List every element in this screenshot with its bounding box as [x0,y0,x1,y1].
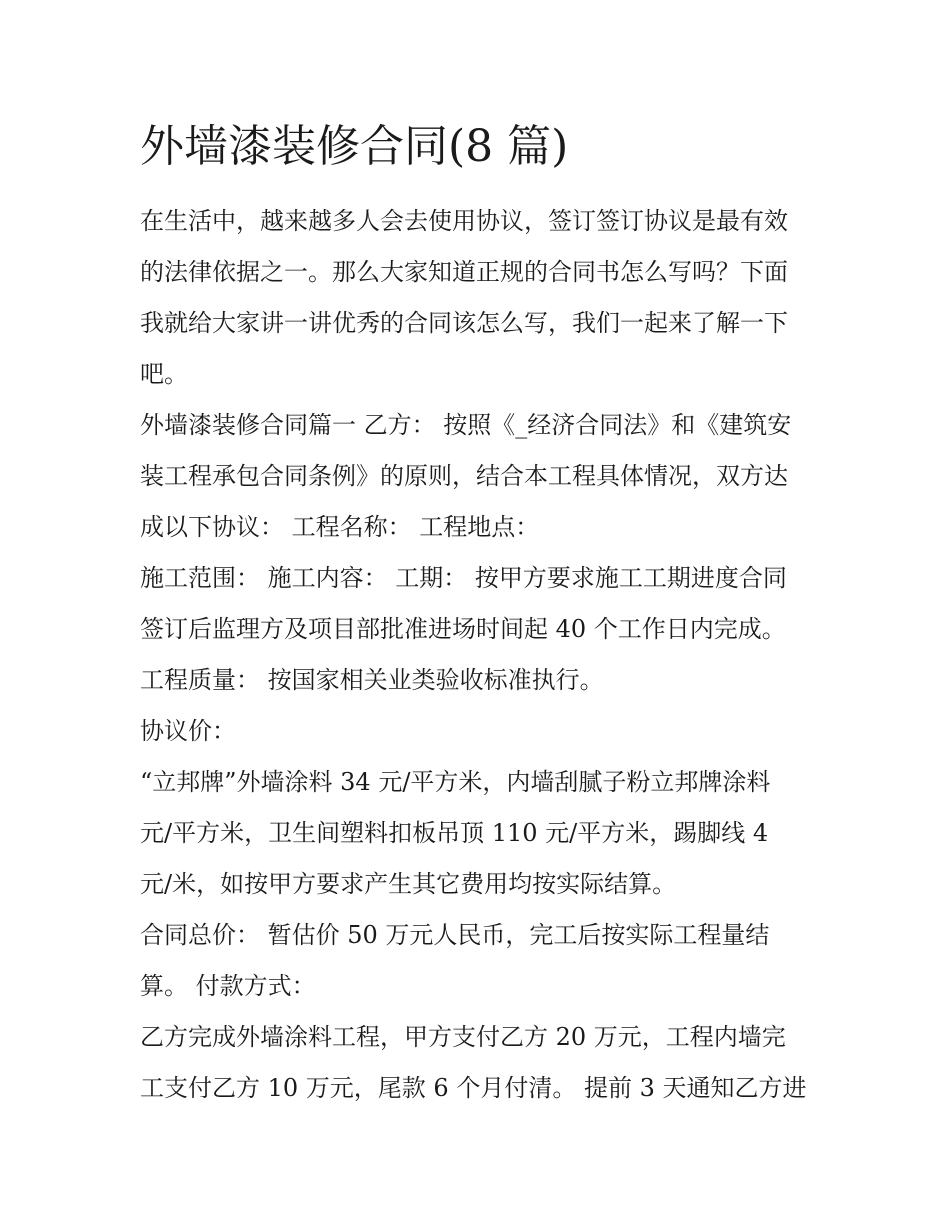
text-line: 装工程承包合同条例》的原则，结合本工程具体情况，双方达 [140,462,788,490]
text-line: 签订后监理方及项目部批准进场时间起 40 个工作日内完成。 [140,615,786,643]
text-line: 元/平方米，卫生间塑料扣板吊顶 110 元/平方米，踢脚线 4 [140,819,769,847]
text-line: 成以下协议： 工程名称： 工程地点： [140,513,540,541]
document-title: 外墙漆装修合同(8 篇) [140,121,569,172]
text-line: 元/米，如按甲方要求产生其它费用均按实际结算。 [140,870,677,898]
text-line: 算。 付款方式： [140,972,316,1000]
text-line: 工程质量： 按国家相关业类验收标准执行。 [140,666,604,694]
text-line: 合同总价： 暂估价 50 万元人民币，完工后按实际工程量结 [140,921,770,949]
text-line: 我就给大家讲一讲优秀的合同该怎么写，我们一起来了解一下 [140,309,788,337]
document-body [140,196,820,1114]
text-line: 协议价： [140,717,236,745]
text-line: 的法律依据之一。那么大家知道正规的合同书怎么写吗？下面 [140,258,788,286]
text-line: “立邦牌”外墙涂料 34 元/平方米，内墙刮腻子粉立邦牌涂料 [140,768,771,796]
text-line: 乙方完成外墙涂料工程，甲方支付乙方 20 万元，工程内墙完 [140,1023,786,1051]
text-line: 外墙漆装修合同篇一 乙方： 按照《_经济合同法》和《建筑安 [140,411,792,439]
text-line: 在生活中，越来越多人会去使用协议，签订签订协议是最有效 [140,207,788,235]
text-line: 施工范围： 施工内容： 工期： 按甲方要求施工工期进度合同 [140,564,787,592]
text-line: 工支付乙方 10 万元，尾款 6 个月付清。 提前 3 天通知乙方进 [140,1074,807,1102]
text-line: 吧。 [140,360,188,388]
